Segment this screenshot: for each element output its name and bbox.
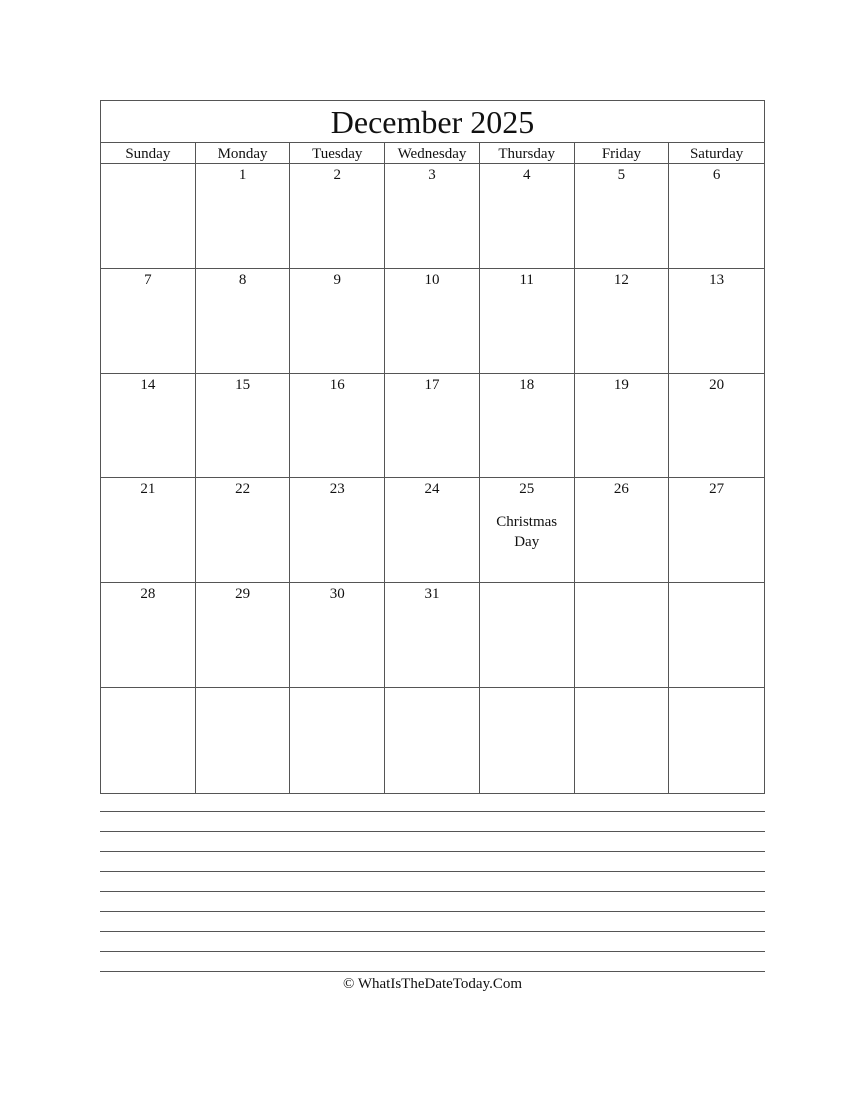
day-cell[interactable]	[575, 269, 670, 374]
day-cell[interactable]	[196, 583, 291, 688]
day-number	[575, 585, 669, 603]
day-cell[interactable]	[669, 583, 764, 688]
day-cell[interactable]	[669, 269, 764, 374]
day-number: 5	[617, 167, 626, 183]
note-line[interactable]	[100, 911, 765, 931]
weekday-tuesday: Tuesday	[290, 143, 385, 165]
weekday-saturday: Saturday	[689, 146, 744, 162]
day-number: 30	[329, 586, 345, 603]
day-number: 21	[140, 481, 156, 498]
day-cell[interactable]	[669, 374, 764, 479]
day-cell[interactable]	[480, 269, 575, 374]
day-cell[interactable]	[196, 164, 291, 269]
day-number	[669, 690, 764, 708]
day-number: 19	[613, 376, 629, 393]
day-cell[interactable]	[575, 164, 670, 269]
day-number: 2	[333, 167, 342, 183]
day-number	[101, 690, 195, 708]
day-cell[interactable]	[669, 478, 764, 583]
day-cell[interactable]	[385, 164, 480, 269]
day-cell[interactable]	[480, 374, 575, 479]
note-line[interactable]	[100, 811, 765, 831]
day-cell[interactable]	[575, 688, 670, 793]
day-cell[interactable]	[101, 688, 196, 793]
day-cell[interactable]	[101, 164, 196, 269]
day-cell[interactable]	[290, 688, 385, 793]
weekday-sunday: Sunday	[101, 143, 196, 165]
day-number: 9	[333, 271, 342, 288]
day-number: 25	[519, 481, 535, 498]
day-cell[interactable]	[480, 688, 575, 793]
holiday-label: Christmas Day	[496, 514, 558, 551]
day-cell[interactable]	[385, 478, 480, 583]
weekday-friday: Friday	[575, 143, 670, 165]
note-line[interactable]	[100, 851, 765, 871]
calendar	[100, 100, 765, 794]
day-cell[interactable]	[385, 374, 480, 479]
calendar-grid	[101, 164, 764, 793]
day-number: 22	[235, 481, 251, 498]
day-cell[interactable]	[480, 478, 575, 583]
day-number	[196, 690, 290, 708]
weekday-header-row	[101, 143, 764, 164]
day-number: 24	[424, 481, 440, 498]
notes-lines	[100, 811, 765, 991]
day-number: 10	[424, 271, 440, 288]
day-number: 31	[424, 586, 440, 603]
day-number: 27	[709, 481, 725, 498]
day-cell[interactable]	[480, 164, 575, 269]
day-number	[480, 585, 574, 603]
day-number: 23	[329, 481, 345, 498]
day-number: 8	[238, 271, 247, 288]
day-cell[interactable]	[196, 374, 291, 479]
day-cell[interactable]	[575, 374, 670, 479]
weekday-thursday: Thursday	[480, 143, 575, 165]
weekday-wednesday: Wednesday	[385, 143, 480, 165]
day-number: 12	[613, 271, 629, 288]
weekday-monday: Monday	[196, 143, 291, 165]
note-line[interactable]	[100, 871, 765, 891]
day-cell[interactable]	[480, 583, 575, 688]
day-cell[interactable]	[575, 583, 670, 688]
day-cell[interactable]	[575, 478, 670, 583]
note-line[interactable]	[100, 891, 765, 911]
day-number	[101, 166, 195, 184]
day-number: 7	[144, 271, 152, 288]
day-number: 6	[712, 167, 721, 183]
calendar-title: December 2025	[101, 101, 764, 143]
day-cell[interactable]	[669, 688, 764, 793]
note-line[interactable]	[100, 951, 765, 971]
day-cell[interactable]	[101, 374, 196, 479]
day-number: 15	[235, 376, 251, 393]
day-number	[290, 690, 384, 708]
day-number: 1	[238, 167, 247, 183]
day-cell[interactable]	[101, 478, 196, 583]
day-number	[575, 690, 669, 708]
day-number	[480, 690, 574, 708]
day-number: 16	[329, 376, 345, 393]
day-cell[interactable]	[196, 478, 291, 583]
day-cell[interactable]	[101, 583, 196, 688]
day-number: 26	[613, 481, 629, 498]
day-number: 28	[140, 586, 156, 603]
note-line[interactable]	[100, 831, 765, 851]
day-number: 4	[522, 167, 531, 183]
day-number: 13	[709, 271, 725, 288]
day-cell[interactable]	[290, 478, 385, 583]
day-cell[interactable]	[196, 688, 291, 793]
day-number: 18	[519, 376, 535, 393]
day-number: 14	[140, 376, 156, 393]
day-cell[interactable]	[669, 164, 764, 269]
copyright-footer: © WhatIsTheDateToday.Com	[342, 976, 523, 992]
day-number	[385, 690, 479, 708]
day-cell[interactable]	[290, 164, 385, 269]
day-number: 11	[519, 271, 534, 288]
day-number: 3	[428, 167, 436, 183]
day-cell[interactable]	[196, 269, 291, 374]
day-cell[interactable]	[385, 688, 480, 793]
note-line[interactable]	[100, 931, 765, 951]
day-cell[interactable]	[385, 583, 480, 688]
day-number: 29	[235, 586, 251, 603]
day-number: 20	[709, 376, 725, 393]
day-cell[interactable]	[385, 269, 480, 374]
day-number	[669, 585, 764, 603]
day-number: 17	[424, 376, 440, 393]
day-cell[interactable]	[290, 583, 385, 688]
day-cell[interactable]	[290, 374, 385, 479]
day-cell[interactable]	[290, 269, 385, 374]
day-cell[interactable]	[101, 269, 196, 374]
